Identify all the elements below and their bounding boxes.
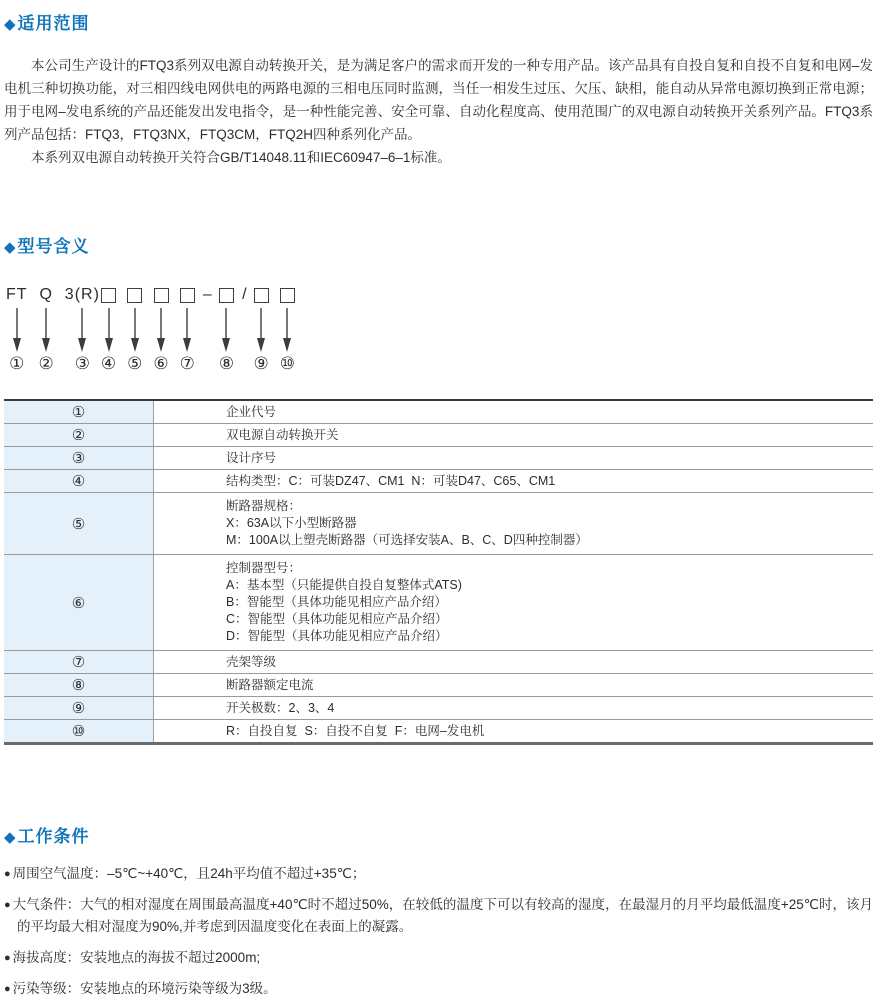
table-row bbox=[4, 673, 873, 696]
scope-paragraph-1: 本公司生产设计的FTQ3系列双电源自动转换开关，是为满足客户的需求而开发的一种专用产品。该产品具有自投自复和自投不自复和电网–发电机三种切换功能，对三相四线电网供电的两路电源的三相电压同时监测，当任一相发生过压、欠压、缺相，能自动从异常电源切换到正常电源；用于电网–发电系统的产品还能发出发电指令，是一种性能完善、安全可靠、自动化程度高、使用范围广的双电源自动转换开关系列产品。FTQ3系列产品包括：FTQ3，FTQ3NX，FTQ3CM，FTQ2H四种系列化产品。 bbox=[4, 58, 873, 142]
conditions-list bbox=[4, 863, 873, 1000]
table-cell-description bbox=[154, 674, 873, 696]
table-cell-number: ② bbox=[4, 424, 154, 446]
model-segment bbox=[6, 286, 28, 373]
condition-item bbox=[4, 978, 873, 1000]
table-cell-description bbox=[154, 424, 873, 446]
table-cell-number: ④ bbox=[4, 470, 154, 492]
table-description-line: B：智能型（具体功能见相应产品介绍） bbox=[226, 595, 447, 609]
empty-box-icon bbox=[101, 288, 116, 303]
model-diagram bbox=[6, 286, 873, 373]
conditions-heading bbox=[4, 825, 873, 850]
model-separator bbox=[242, 286, 247, 304]
section-model-meaning bbox=[4, 235, 873, 373]
table-cell-description bbox=[154, 401, 873, 423]
down-arrow-icon bbox=[41, 308, 51, 352]
model-circled-number: ② bbox=[38, 354, 54, 373]
table-row bbox=[4, 696, 873, 719]
table-description-line: A：基本型（只能提供自投自复整体式ATS) bbox=[226, 578, 462, 592]
model-segment-label: – bbox=[202, 286, 213, 303]
scope-heading bbox=[4, 12, 873, 37]
table-description-line: D：智能型（具体功能见相应产品介绍） bbox=[226, 629, 448, 643]
table-cell-description bbox=[154, 470, 873, 492]
condition-item bbox=[4, 863, 873, 885]
table-row bbox=[4, 492, 873, 554]
model-circled-number: ④ bbox=[100, 354, 117, 373]
bullet-icon: ● bbox=[4, 868, 11, 880]
model-box-placeholder bbox=[254, 286, 269, 304]
condition-text: 大气条件：大气的相对湿度在周围最高温度+40℃时不超过50%，在较低的温度下可以有较高的湿度，在最湿月的月平均最低温度+25℃时，该月的平均最大相对湿度为90%,并考虑到因温度变化在表面上的凝露。 bbox=[12, 897, 873, 934]
section-scope bbox=[4, 12, 873, 169]
model-segment-label: FT bbox=[6, 286, 28, 303]
table-description-line: X：63A以下小型断路器 bbox=[226, 516, 357, 530]
table-cell-number: ① bbox=[4, 401, 154, 423]
diamond-icon: ◆ bbox=[4, 239, 17, 256]
empty-box-icon bbox=[219, 288, 234, 303]
model-segment bbox=[39, 286, 54, 373]
bullet-icon: ● bbox=[4, 952, 11, 964]
model-separator bbox=[203, 286, 213, 304]
model-segment bbox=[254, 286, 269, 373]
model-circled-number: ⑧ bbox=[218, 354, 235, 373]
table-row bbox=[4, 446, 873, 469]
model-segment-label: 3(R) bbox=[64, 286, 100, 303]
table-description-line: C：智能型（具体功能见相应产品介绍） bbox=[226, 612, 448, 626]
condition-text: 周围空气温度：–5℃~+40℃，且24h平均值不超过+35℃； bbox=[12, 866, 366, 881]
empty-box-icon bbox=[127, 288, 142, 303]
model-segment bbox=[65, 286, 100, 373]
table-row bbox=[4, 401, 873, 423]
condition-item bbox=[4, 947, 873, 969]
table-row bbox=[4, 469, 873, 492]
model-box-placeholder bbox=[219, 286, 234, 304]
table-description-line: 开关极数：2、3、4 bbox=[226, 701, 335, 715]
model-heading bbox=[4, 235, 873, 260]
table-cell-number: ③ bbox=[4, 447, 154, 469]
empty-box-icon bbox=[254, 288, 269, 303]
condition-item bbox=[4, 894, 873, 938]
condition-text: 海拔高度：安装地点的海拔不超过2000m; bbox=[12, 950, 261, 965]
scope-body bbox=[4, 54, 873, 169]
down-arrow-icon bbox=[221, 308, 231, 352]
table-row bbox=[4, 719, 873, 742]
model-circled-number: ③ bbox=[74, 354, 90, 373]
scope-heading-text: 适用范围 bbox=[17, 14, 90, 33]
down-arrow-icon bbox=[256, 308, 266, 352]
section-working-conditions bbox=[4, 825, 873, 1000]
model-segment bbox=[153, 286, 168, 373]
table-row bbox=[4, 650, 873, 673]
bullet-icon: ● bbox=[4, 983, 11, 995]
model-segment bbox=[280, 286, 295, 373]
model-box-placeholder bbox=[180, 286, 195, 304]
table-description-line: 结构类型：C：可装DZ47、CM1 N：可装D47、C65、CM1 bbox=[226, 474, 556, 488]
table-cell-description bbox=[154, 697, 873, 719]
scope-paragraph-2: 本系列双电源自动转换开关符合GB/T14048.11和IEC60947–6–1标准。 bbox=[31, 150, 451, 165]
table-description-line: 断路器额定电流 bbox=[226, 678, 314, 692]
table-cell-description bbox=[154, 720, 873, 742]
table-cell-number: ⑦ bbox=[4, 651, 154, 673]
table-cell-description bbox=[154, 555, 873, 650]
table-cell-description bbox=[154, 447, 873, 469]
down-arrow-icon bbox=[12, 308, 22, 352]
down-arrow-icon bbox=[282, 308, 292, 352]
table-description-line: M：100A以上塑壳断路器（可选择安装A、B、C、D四种控制器） bbox=[226, 533, 588, 547]
model-segment bbox=[219, 286, 234, 373]
table-cell-number: ⑤ bbox=[4, 493, 154, 554]
table-description-line: 壳架等级 bbox=[226, 655, 277, 669]
model-segment bbox=[180, 286, 195, 373]
model-circled-number: ① bbox=[9, 354, 25, 373]
empty-box-icon bbox=[280, 288, 295, 303]
model-box-placeholder bbox=[101, 286, 116, 304]
table-row bbox=[4, 423, 873, 446]
empty-box-icon bbox=[154, 288, 169, 303]
table-description-line: R：自投自复 S：自投不自复 F：电网–发电机 bbox=[226, 724, 485, 738]
model-circled-number: ⑤ bbox=[127, 354, 143, 373]
model-circled-number: ⑩ bbox=[279, 354, 296, 373]
table-cell-number: ⑩ bbox=[4, 720, 154, 742]
bullet-icon: ● bbox=[4, 899, 11, 911]
model-spec-table bbox=[4, 399, 873, 745]
table-cell-number: ⑧ bbox=[4, 674, 154, 696]
table-cell-number: ⑨ bbox=[4, 697, 154, 719]
model-segment bbox=[101, 286, 116, 373]
model-box-placeholder bbox=[280, 286, 295, 304]
model-circled-number: ⑨ bbox=[253, 354, 269, 373]
table-description-line: 断路器规格： bbox=[226, 499, 302, 513]
model-circled-number: ⑦ bbox=[179, 354, 195, 373]
diamond-icon: ◆ bbox=[4, 16, 17, 33]
conditions-heading-text: 工作条件 bbox=[17, 827, 90, 846]
table-description-line: 设计序号 bbox=[226, 451, 277, 465]
down-arrow-icon bbox=[130, 308, 140, 352]
model-segment-label: / bbox=[242, 286, 248, 303]
model-box-placeholder bbox=[127, 286, 142, 304]
table-row bbox=[4, 554, 873, 650]
model-segment bbox=[127, 286, 142, 373]
down-arrow-icon bbox=[77, 308, 87, 352]
table-description-line: 控制器型号： bbox=[226, 561, 302, 575]
table-cell-description bbox=[154, 493, 873, 554]
diamond-icon: ◆ bbox=[4, 829, 17, 846]
table-description-line: 双电源自动转换开关 bbox=[226, 428, 339, 442]
model-heading-text: 型号含义 bbox=[17, 237, 90, 256]
model-circled-number: ⑥ bbox=[153, 354, 169, 373]
model-box-placeholder bbox=[154, 286, 169, 304]
table-cell-number: ⑥ bbox=[4, 555, 154, 650]
down-arrow-icon bbox=[156, 308, 166, 352]
condition-text: 污染等级：安装地点的环境污染等级为3级。 bbox=[12, 981, 277, 996]
down-arrow-icon bbox=[182, 308, 192, 352]
table-description-line: 企业代号 bbox=[226, 405, 277, 419]
table-cell-description bbox=[154, 651, 873, 673]
model-segment-label: Q bbox=[39, 286, 53, 303]
down-arrow-icon bbox=[104, 308, 114, 352]
empty-box-icon bbox=[180, 288, 195, 303]
